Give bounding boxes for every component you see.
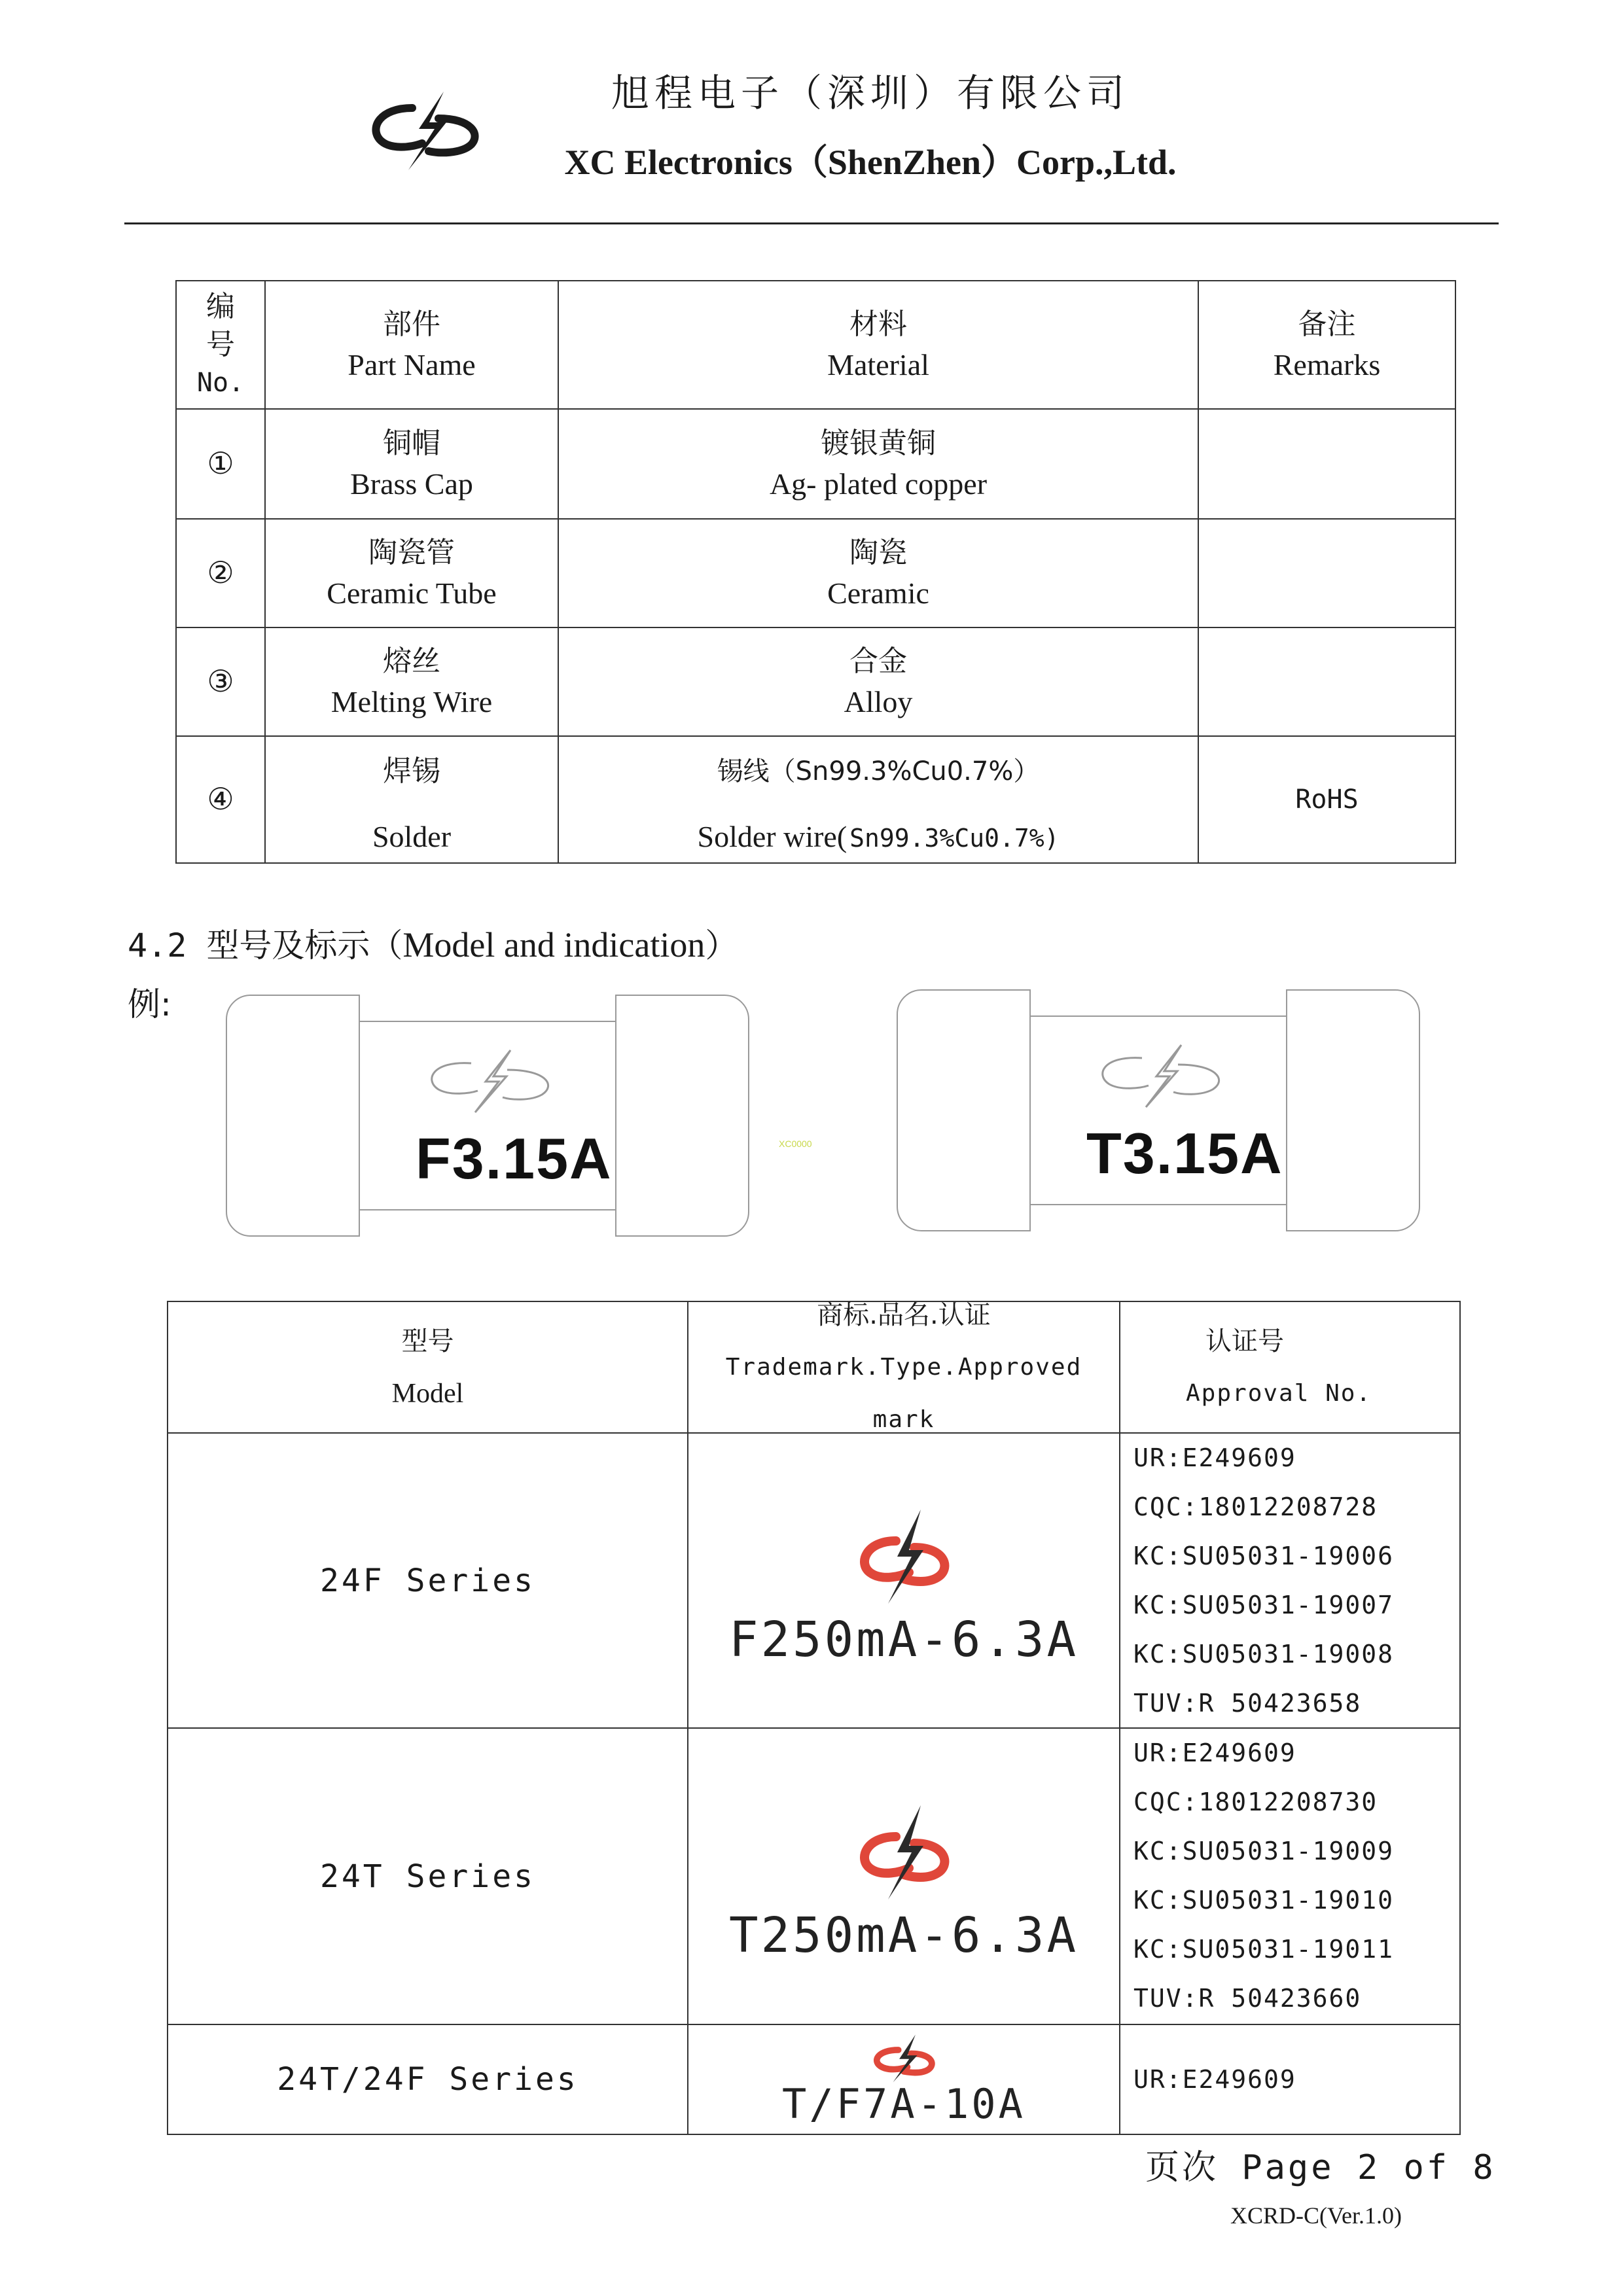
example-label: 例: bbox=[128, 985, 171, 1023]
header-remarks-cn: 备注 bbox=[1298, 308, 1356, 341]
row1-material bbox=[558, 408, 1199, 520]
model-24t-24f: 24T/24F Series bbox=[167, 2024, 688, 2135]
approval-item: CQC:18012208728 bbox=[1133, 1492, 1378, 1521]
row4-no: ④ bbox=[175, 735, 266, 864]
document-code: XCRD-C(Ver.1.0) bbox=[1230, 2202, 1402, 2229]
fuse-logo-outline-icon bbox=[412, 1044, 569, 1116]
row3-part-cn: 熔丝 bbox=[383, 645, 440, 678]
header-remarks-en: Remarks bbox=[1273, 348, 1381, 381]
header-approval-en: Approval No. bbox=[1186, 1379, 1372, 1407]
page-number: 页次 Page 2 of 8 bbox=[1145, 2148, 1496, 2187]
trademark-24f bbox=[687, 1432, 1120, 1729]
code-24t-24f: T/F7A-10A bbox=[782, 2080, 1026, 2128]
fuse-example-left bbox=[226, 995, 749, 1237]
row4-material bbox=[558, 735, 1199, 864]
row4-material-en-b: Sn99.3%Cu0.7%) bbox=[849, 824, 1060, 853]
approvals-24t-24f bbox=[1119, 2024, 1461, 2135]
row4-part-en: Solder bbox=[372, 820, 452, 853]
brand-logo-icon bbox=[868, 2034, 940, 2083]
header-no bbox=[175, 280, 266, 410]
row1-part-cn: 铜帽 bbox=[383, 427, 440, 460]
row3-material-cn: 合金 bbox=[849, 645, 907, 678]
row4-part-cn: 焊锡 bbox=[383, 754, 440, 788]
company-name-en: XC Electronics（ShenZhen）Corp.,Ltd. bbox=[564, 143, 1177, 182]
header-approval-cn: 认证号 bbox=[1205, 1326, 1284, 1356]
fuse-marking-right: T3.15A bbox=[1086, 1121, 1283, 1186]
approval-item: KC:SU05031-19010 bbox=[1133, 1886, 1395, 1915]
row2-part-cn: 陶瓷管 bbox=[368, 536, 455, 569]
trademark-24t-24f bbox=[687, 2024, 1120, 2135]
row2-remarks bbox=[1198, 518, 1456, 628]
header-remarks bbox=[1198, 280, 1456, 410]
approval-item: UR:E249609 bbox=[1133, 2064, 1296, 2094]
header-approval bbox=[1119, 1301, 1461, 1434]
row2-material-en: Ceramic bbox=[827, 576, 929, 610]
header-no-en: No. bbox=[196, 368, 245, 398]
model-24f: 24F Series bbox=[167, 1432, 688, 1729]
fuse-cap-right bbox=[615, 995, 749, 1237]
approval-item: KC:SU05031-19006 bbox=[1133, 1542, 1395, 1570]
row4-remarks: RoHS bbox=[1198, 735, 1456, 864]
brand-logo-icon bbox=[851, 1507, 956, 1605]
row3-material-en: Alloy bbox=[844, 685, 913, 718]
section-heading bbox=[128, 919, 738, 966]
trademark-24t bbox=[687, 1727, 1120, 2025]
approval-item: KC:SU05031-19011 bbox=[1133, 1935, 1395, 1964]
header-part-en: Part Name bbox=[348, 348, 476, 381]
fuse-cap-left bbox=[226, 995, 360, 1237]
row4-part bbox=[264, 735, 559, 864]
approval-item: TUV:R 50423660 bbox=[1133, 1984, 1362, 2013]
header-no-cn-2: 号 bbox=[206, 328, 235, 361]
row1-material-en: Ag- plated copper bbox=[769, 467, 988, 501]
row2-material bbox=[558, 518, 1199, 628]
approval-item: TUV:R 50423658 bbox=[1133, 1689, 1362, 1718]
header-model-en: Model bbox=[391, 1378, 464, 1409]
header-divider bbox=[124, 222, 1499, 224]
tiny-label: XC0000 bbox=[779, 1139, 812, 1149]
header-trademark-en: Trademark.Type.Approved mark bbox=[725, 1353, 1082, 1433]
header-no-cn-1: 编 bbox=[206, 290, 235, 323]
approval-item: KC:SU05031-19008 bbox=[1133, 1640, 1395, 1669]
row3-material bbox=[558, 627, 1199, 737]
row1-material-cn: 镀银黄铜 bbox=[821, 427, 936, 460]
section-title-en: Model and indication bbox=[402, 925, 705, 964]
header-material-cn: 材料 bbox=[849, 308, 907, 341]
row4-material-en-a: Solder wire( bbox=[697, 820, 847, 853]
approvals-24t bbox=[1119, 1727, 1461, 2025]
section-close: ） bbox=[705, 927, 738, 964]
header-model-cn: 型号 bbox=[401, 1326, 454, 1356]
code-24f: F250mA-6.3A bbox=[728, 1611, 1079, 1668]
fuse-marking-left: F3.15A bbox=[416, 1126, 613, 1191]
header-part-cn: 部件 bbox=[383, 308, 440, 341]
approval-item: UR:E249609 bbox=[1133, 1443, 1296, 1472]
fuse-cap-left bbox=[897, 989, 1031, 1231]
row1-part-en: Brass Cap bbox=[350, 467, 473, 501]
header-model bbox=[167, 1301, 688, 1434]
brand-logo-icon bbox=[851, 1803, 956, 1901]
row2-material-cn: 陶瓷 bbox=[849, 536, 907, 569]
code-24t: T250mA-6.3A bbox=[728, 1907, 1079, 1964]
header-material bbox=[558, 280, 1199, 410]
row2-part bbox=[264, 518, 559, 628]
header-trademark bbox=[687, 1301, 1120, 1434]
model-24t: 24T Series bbox=[167, 1727, 688, 2025]
section-number-cn: 4.2 型号及标示（ bbox=[128, 927, 403, 964]
company-name-cn: 旭程电子（深圳）有限公司 bbox=[611, 71, 1130, 115]
row3-part-en: Melting Wire bbox=[330, 685, 493, 718]
row3-part bbox=[264, 627, 559, 737]
approval-item: KC:SU05031-19007 bbox=[1133, 1591, 1395, 1619]
row4-material-en bbox=[698, 817, 1060, 857]
approval-item: UR:E249609 bbox=[1133, 1739, 1296, 1767]
header-trademark-cn: 商标.品名.认证 bbox=[817, 1299, 991, 1330]
row1-part bbox=[264, 408, 559, 520]
approval-item: CQC:18012208730 bbox=[1133, 1788, 1378, 1816]
approvals-24f bbox=[1119, 1432, 1461, 1729]
company-logo bbox=[366, 88, 484, 173]
fuse-example-right bbox=[897, 989, 1420, 1231]
approval-item: KC:SU05031-19009 bbox=[1133, 1837, 1395, 1865]
row1-no: ① bbox=[175, 408, 266, 520]
row3-no: ③ bbox=[175, 627, 266, 737]
fuse-cap-right bbox=[1286, 989, 1420, 1231]
fuse-logo-outline-icon bbox=[1083, 1038, 1240, 1110]
row1-remarks bbox=[1198, 408, 1456, 520]
row2-part-en: Ceramic Tube bbox=[327, 576, 497, 610]
row3-remarks bbox=[1198, 627, 1456, 737]
row2-no: ② bbox=[175, 518, 266, 628]
header-part bbox=[264, 280, 559, 410]
row4-material-cn: 锡线（Sn99.3%Cu0.7%） bbox=[717, 756, 1040, 786]
header-material-en: Material bbox=[827, 348, 929, 381]
